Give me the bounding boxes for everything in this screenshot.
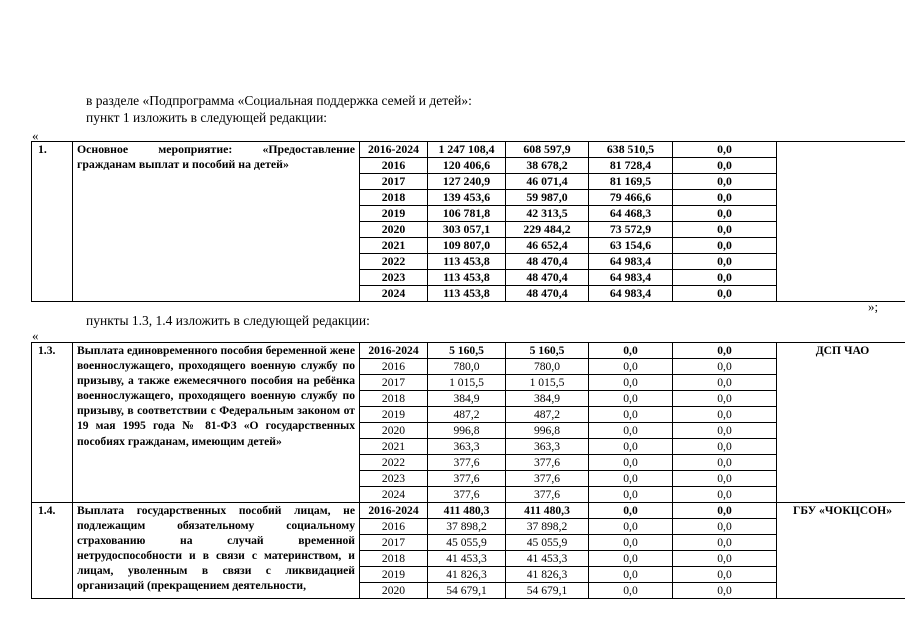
cell-c1: 487,2	[506, 407, 589, 423]
cell-c1: 45 055,9	[506, 535, 589, 551]
cell-year: 2017	[360, 535, 428, 551]
responsible-executor	[777, 142, 905, 302]
table-row-total	[32, 503, 905, 519]
cell-c2: 638 510,5	[589, 142, 673, 158]
cell-c1: 48 470,4	[506, 270, 589, 286]
cell-total: 45 055,9	[428, 535, 506, 551]
cell-c3: 0,0	[673, 471, 777, 487]
cell-c3: 0,0	[673, 391, 777, 407]
cell-c3: 0,0	[673, 343, 777, 359]
cell-c2: 79 466,6	[589, 190, 673, 206]
cell-c3: 0,0	[673, 254, 777, 270]
cell-c2: 0,0	[589, 375, 673, 391]
item-name: Выплата единовременного пособия беременной жене военнослужащего, проходящего военную службу по призыву, а также ежемесячного пособия на ребёнка военнослужащего, проходящего военную службу по призыву, в соответствии с Федеральным законом от 19 мая 1995 года № 81-ФЗ «О государственных пособиях гражданам, имеющим детей»	[73, 343, 360, 503]
cell-year: 2024	[360, 286, 428, 302]
cell-c2: 64 983,4	[589, 254, 673, 270]
cell-year: 2023	[360, 471, 428, 487]
cell-c2: 0,0	[589, 583, 673, 599]
table-row-total	[32, 142, 905, 158]
cell-c3: 0,0	[673, 206, 777, 222]
cell-total: 41 826,3	[428, 567, 506, 583]
cell-c2: 64 468,3	[589, 206, 673, 222]
cell-year: 2016	[360, 158, 428, 174]
cell-c2: 0,0	[589, 503, 673, 519]
item-number: 1.3.	[32, 343, 73, 503]
cell-c1: 384,9	[506, 391, 589, 407]
cell-c3: 0,0	[673, 519, 777, 535]
cell-c3: 0,0	[673, 158, 777, 174]
cell-c2: 0,0	[589, 359, 673, 375]
cell-c3: 0,0	[673, 407, 777, 423]
cell-c1: 377,6	[506, 471, 589, 487]
cell-c2: 0,0	[589, 567, 673, 583]
cell-c2: 0,0	[589, 407, 673, 423]
cell-c1: 377,6	[506, 455, 589, 471]
cell-c2: 0,0	[589, 391, 673, 407]
cell-c1: 37 898,2	[506, 519, 589, 535]
cell-total: 384,9	[428, 391, 506, 407]
cell-total: 127 240,9	[428, 174, 506, 190]
cell-c3: 0,0	[673, 455, 777, 471]
cell-c1: 48 470,4	[506, 286, 589, 302]
cell-c3: 0,0	[673, 238, 777, 254]
cell-c2: 0,0	[589, 487, 673, 503]
cell-c2: 73 572,9	[589, 222, 673, 238]
cell-c1: 411 480,3	[506, 503, 589, 519]
cell-year: 2017	[360, 375, 428, 391]
cell-c1: 41 453,3	[506, 551, 589, 567]
cell-total: 41 453,3	[428, 551, 506, 567]
cell-c2: 0,0	[589, 343, 673, 359]
cell-c3: 0,0	[673, 190, 777, 206]
responsible-executor: ГБУ «ЧОКЦСОН»	[777, 503, 905, 599]
cell-total: 113 453,8	[428, 270, 506, 286]
cell-c1: 377,6	[506, 487, 589, 503]
cell-total: 487,2	[428, 407, 506, 423]
cell-total: 996,8	[428, 423, 506, 439]
section-1-table	[31, 141, 905, 302]
cell-c3: 0,0	[673, 567, 777, 583]
cell-c2: 0,0	[589, 439, 673, 455]
cell-year: 2023	[360, 270, 428, 286]
cell-c1: 996,8	[506, 423, 589, 439]
cell-total: 363,3	[428, 439, 506, 455]
cell-year: 2016-2024	[360, 343, 428, 359]
cell-c2: 64 983,4	[589, 270, 673, 286]
cell-year: 2024	[360, 487, 428, 503]
cell-c1: 48 470,4	[506, 254, 589, 270]
cell-total: 377,6	[428, 487, 506, 503]
cell-c3: 0,0	[673, 535, 777, 551]
cell-year: 2019	[360, 407, 428, 423]
intro-line-1: в разделе «Подпрограмма «Социальная поддержка семей и детей»:	[86, 93, 472, 108]
cell-c2: 0,0	[589, 471, 673, 487]
item-name: Выплата государственных пособий лицам, не подлежащим обязательному социальному страхованию на случай временной нетрудоспособности и в связи с материнством, и лицам, уволенным в связи с ликвидацией организаций (прекращением деятельности,	[73, 503, 360, 599]
cell-c3: 0,0	[673, 359, 777, 375]
cell-c3: 0,0	[673, 174, 777, 190]
cell-year: 2018	[360, 190, 428, 206]
cell-total: 54 679,1	[428, 583, 506, 599]
cell-c3: 0,0	[673, 142, 777, 158]
cell-c3: 0,0	[673, 487, 777, 503]
section-2-table	[31, 342, 905, 599]
cell-c2: 0,0	[589, 551, 673, 567]
cell-c2: 0,0	[589, 423, 673, 439]
cell-total: 1 247 108,4	[428, 142, 506, 158]
item-name: Основное мероприятие: «Предоставление гражданам выплат и пособий на детей»	[73, 142, 360, 302]
cell-total: 120 406,6	[428, 158, 506, 174]
close-quote-1: »;	[868, 299, 879, 314]
cell-year: 2018	[360, 551, 428, 567]
cell-c1: 1 015,5	[506, 375, 589, 391]
cell-c2: 63 154,6	[589, 238, 673, 254]
cell-c1: 41 826,3	[506, 567, 589, 583]
cell-year: 2020	[360, 423, 428, 439]
cell-c2: 81 728,4	[589, 158, 673, 174]
cell-c2: 0,0	[589, 519, 673, 535]
table-row-total	[32, 343, 905, 359]
cell-c3: 0,0	[673, 551, 777, 567]
cell-c3: 0,0	[673, 423, 777, 439]
cell-c1: 780,0	[506, 359, 589, 375]
cell-c2: 0,0	[589, 455, 673, 471]
cell-total: 411 480,3	[428, 503, 506, 519]
cell-total: 780,0	[428, 359, 506, 375]
cell-total: 1 015,5	[428, 375, 506, 391]
cell-year: 2019	[360, 567, 428, 583]
open-quote-1: «	[32, 128, 39, 143]
cell-c1: 363,3	[506, 439, 589, 455]
cell-year: 2016-2024	[360, 142, 428, 158]
cell-c3: 0,0	[673, 222, 777, 238]
cell-c1: 46 652,4	[506, 238, 589, 254]
cell-year: 2020	[360, 583, 428, 599]
cell-c3: 0,0	[673, 375, 777, 391]
cell-year: 2016	[360, 519, 428, 535]
cell-total: 113 453,8	[428, 286, 506, 302]
cell-c1: 608 597,9	[506, 142, 589, 158]
cell-c1: 5 160,5	[506, 343, 589, 359]
item-number: 1.4.	[32, 503, 73, 599]
cell-year: 2019	[360, 206, 428, 222]
cell-year: 2016	[360, 359, 428, 375]
cell-total: 303 057,1	[428, 222, 506, 238]
cell-c1: 229 484,2	[506, 222, 589, 238]
cell-c1: 42 313,5	[506, 206, 589, 222]
cell-c2: 64 983,4	[589, 286, 673, 302]
cell-year: 2021	[360, 439, 428, 455]
cell-year: 2018	[360, 391, 428, 407]
cell-total: 109 807,0	[428, 238, 506, 254]
cell-c3: 0,0	[673, 270, 777, 286]
cell-year: 2021	[360, 238, 428, 254]
cell-year: 2017	[360, 174, 428, 190]
cell-c3: 0,0	[673, 503, 777, 519]
cell-c3: 0,0	[673, 439, 777, 455]
intro-line-2: пункт 1 изложить в следующей редакции:	[86, 110, 328, 125]
cell-year: 2020	[360, 222, 428, 238]
open-quote-2: «	[32, 328, 39, 343]
cell-total: 113 453,8	[428, 254, 506, 270]
cell-c3: 0,0	[673, 583, 777, 599]
cell-c1: 59 987,0	[506, 190, 589, 206]
cell-year: 2022	[360, 455, 428, 471]
cell-total: 37 898,2	[428, 519, 506, 535]
intro-line-3: пункты 1.3, 1.4 изложить в следующей редакции:	[86, 313, 370, 328]
cell-year: 2016-2024	[360, 503, 428, 519]
cell-c2: 81 169,5	[589, 174, 673, 190]
cell-total: 5 160,5	[428, 343, 506, 359]
item-number: 1.	[32, 142, 73, 302]
cell-c2: 0,0	[589, 535, 673, 551]
cell-c3: 0,0	[673, 286, 777, 302]
cell-year: 2022	[360, 254, 428, 270]
cell-c1: 54 679,1	[506, 583, 589, 599]
cell-c1: 38 678,2	[506, 158, 589, 174]
cell-total: 377,6	[428, 455, 506, 471]
responsible-executor: ДСП ЧАО	[777, 343, 905, 503]
cell-total: 377,6	[428, 471, 506, 487]
cell-total: 139 453,6	[428, 190, 506, 206]
cell-c1: 46 071,4	[506, 174, 589, 190]
cell-total: 106 781,8	[428, 206, 506, 222]
